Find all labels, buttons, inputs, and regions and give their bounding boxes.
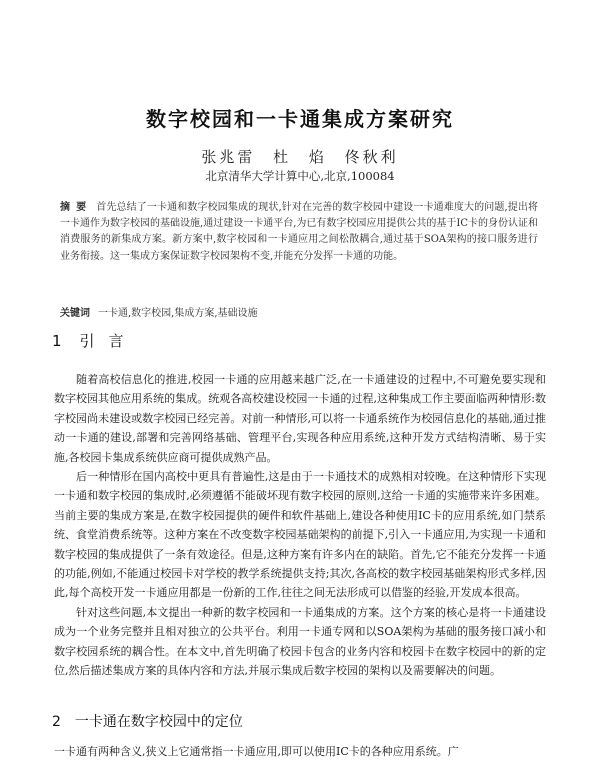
paper-title: 数字校园和一卡通集成方案研究 xyxy=(146,107,454,131)
paragraph: 针对这些问题,本文提出一种新的数字校园和一卡通集成的方案。这个方案的核心是将一卡通建设成为一个业务完整并且相对独立的公共平台。利用一卡通专网和以SOA架构为基础的服务接口减小和数字校园系统的耦合性。在本文中,首先明确了校园卡包含的业务内容和校园卡在数字校园中的新的定位,然后描述集成方案的具体内容和方法,并展示集成后数字校园的架构以及需要解决的问题。 xyxy=(54,605,546,678)
paragraph: 随着高校信息化的推进,校园一卡通的应用越来越广泛,在一卡通建设的过程中,不可避免要实现和数字校园其他应用系统的集成。统观各高校建设校园一卡通的过程,这种集成工作主要面临两种情形:数字校园尚未建设或数字校园已经完善。对前一种情形,可以将一卡通系统作为校园信息化的基础,通过推动一卡通的建设,部署和完善网络基础、管理平台,实现各种应用系统,这种开发方式结构清晰、易于实施,各校园卡集成系统供应商可提供成熟产品。 xyxy=(54,373,546,464)
abstract xyxy=(60,200,538,265)
paragraph: 一卡通有两种含义,狭义上它通常指一卡通应用,即可以使用IC卡的各种应用系统。广 xyxy=(54,745,459,758)
keywords-label: 关键词 xyxy=(60,308,90,319)
affiliation: 北京清华大学计算中心,北京,100084 xyxy=(205,169,395,183)
author-list: 张兆雷 杜 焰 佟秋利 xyxy=(201,148,399,166)
section-heading-positioning xyxy=(52,711,243,731)
keywords xyxy=(60,304,538,319)
paragraph: 后一种情形在国内高校中更具有普遍性,这是由于一卡通技术的成熟相对较晚。在这种情形下实现一卡通和数字校园的集成时,必须遵循不能破坏现有数字校园的原则,这给一卡通的实施带来许多困难。当前主要的集成方案是,在数字校园提供的硬件和软件基础上,建设各种使用IC卡的应用系统,如门禁系统、食堂消费系统等。这种方案在不改变数字校园基础架构的前提下,引入一卡通应用,为实现一卡通和数字校园的集成提供了一条有效途径。但是,这种方案有许多内在的缺陷。首先,它不能充分发挥一卡通的功能,例如,不能通过校园卡对学校的教学系统提供支持;其次,各高校的数字校园基础架构形式多样,因此,每个高校开发一卡通应用都是一份新的工作,往往之间无法形成可以借鉴的经验,开发成本很高。 xyxy=(54,470,546,600)
keywords-text: 一卡通,数字校园,集成方案,基础设施 xyxy=(98,308,258,319)
section-number: 2 xyxy=(52,714,61,730)
section-title: 引言 xyxy=(79,332,138,350)
section-number: 1 xyxy=(52,332,62,350)
positioning-body xyxy=(54,742,546,761)
introduction-body xyxy=(54,370,546,681)
section-title: 一卡通在数字校园中的定位 xyxy=(74,714,243,730)
abstract-label: 摘要 xyxy=(60,202,93,213)
abstract-text: 首先总结了一卡通和数字校园集成的现状,针对在完善的数字校园中建设一卡通难度大的问题,提出将一卡通作为数字校园的基础设施,通过建设一卡通平台,为已有数字校园应用提供公共的基于IC卡的身份认证和消费服务的新集成方案。新方案中,数字校园和一卡通应用之间松散耦合,通过基于SOA架构的接口服务进行业务衔接。这一集成方案保证数字校园架构不变,并能充分发挥一卡通的功能。 xyxy=(60,202,539,262)
section-heading-introduction xyxy=(52,330,138,351)
